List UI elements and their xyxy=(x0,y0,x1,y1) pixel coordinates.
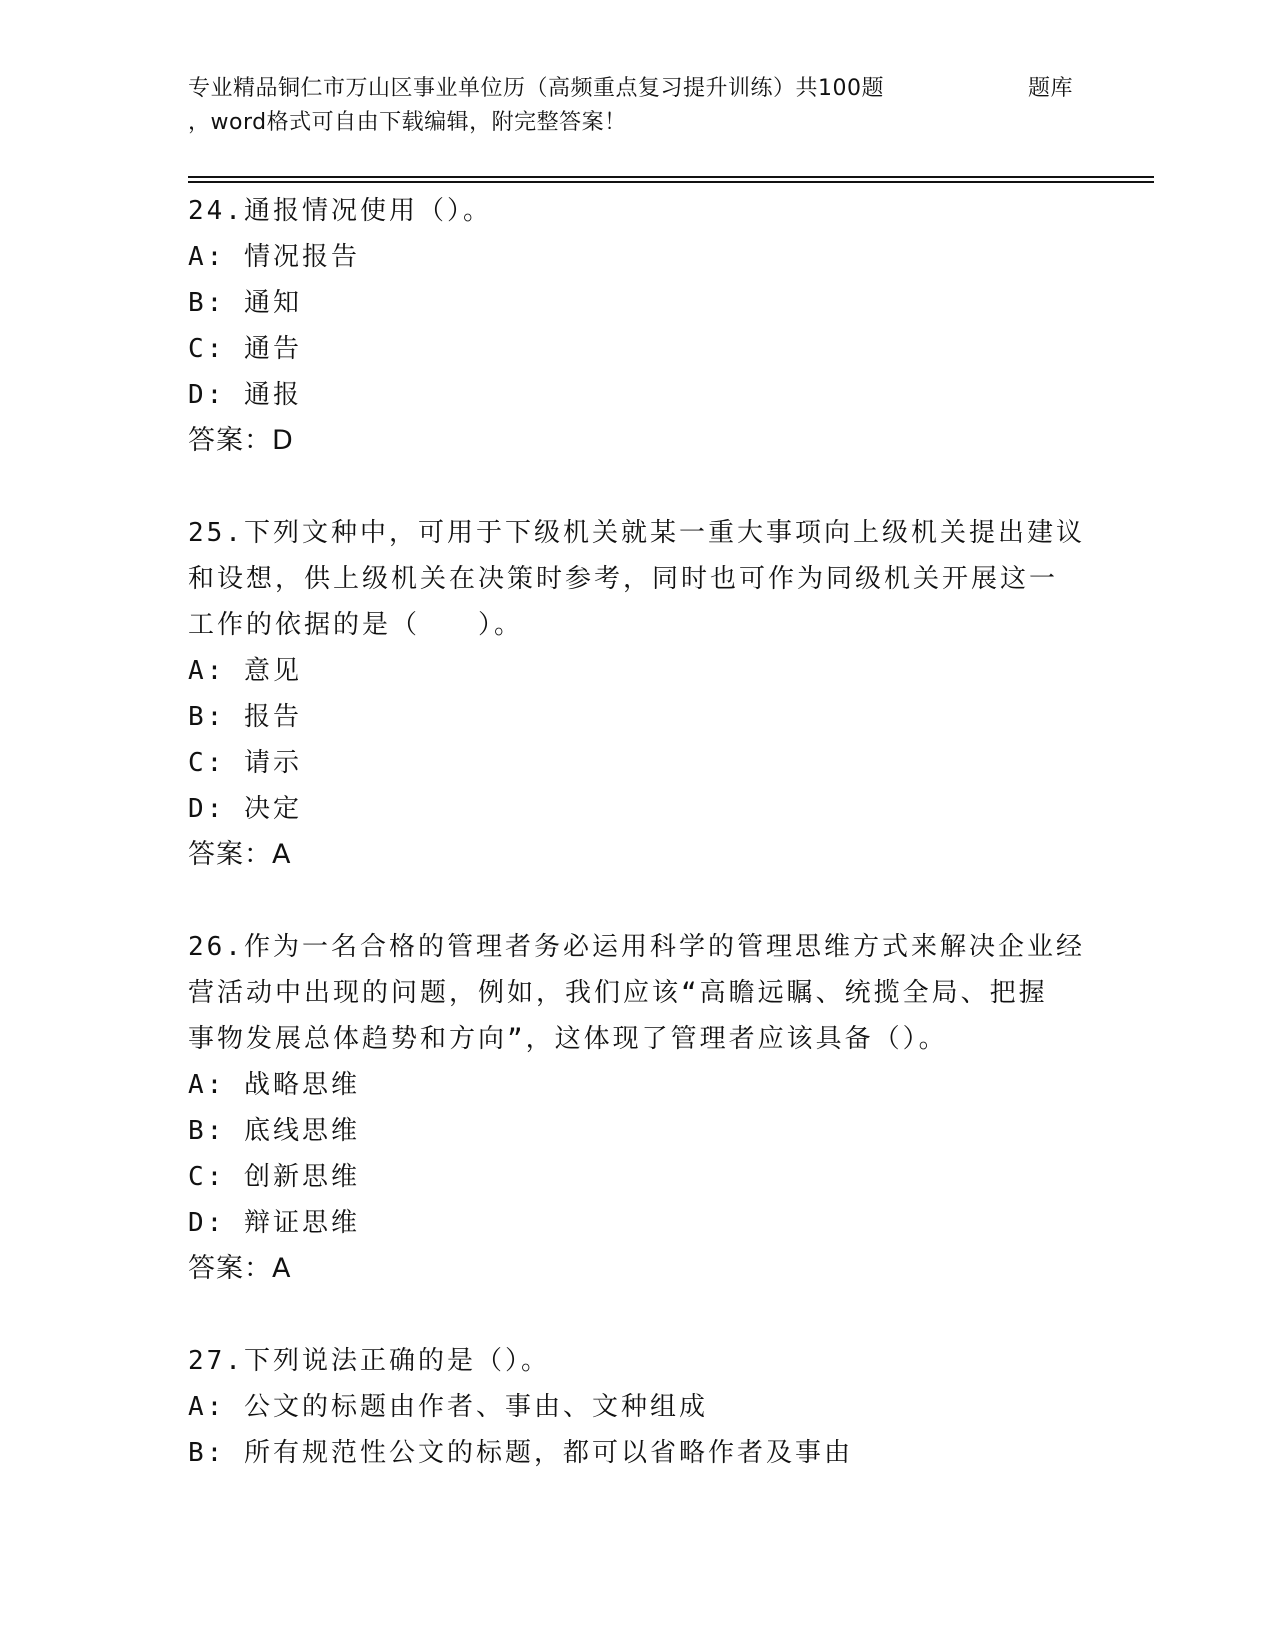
question-stem-line: 营活动中出现的问题，例如，我们应该“高瞻远瞩、统揽全局、把握 xyxy=(188,978,1048,1008)
question-stem-line: 工作的依据的是（ ）。 xyxy=(188,610,524,640)
header-divider-top xyxy=(188,176,1154,178)
option-d: D: 辩证思维 xyxy=(188,1208,360,1238)
question-stem-line: 和设想，供上级机关在决策时参考，同时也可作为同级机关开展这一 xyxy=(188,564,1059,594)
header-right-label: 题库 xyxy=(1027,76,1073,101)
option-c: C: 创新思维 xyxy=(188,1162,360,1192)
answer: 答案：A xyxy=(188,1253,292,1284)
spacer xyxy=(188,878,1088,924)
question-stem-line: 26.作为一名合格的管理者务必运用科学的管理思维方式来解决企业经 xyxy=(188,932,1085,962)
option-a: A: 意见 xyxy=(188,656,302,686)
option-d: D: 决定 xyxy=(188,794,302,824)
option-b: B: 所有规范性公文的标题，都可以省略作者及事由 xyxy=(188,1438,853,1468)
question-24 xyxy=(188,188,1088,464)
spacer xyxy=(188,1292,1088,1338)
header-title: 专业精品铜仁市万山区事业单位历（高频重点复习提升训练）共100题 xyxy=(188,76,884,101)
question-list xyxy=(188,188,1088,1476)
header-divider-bottom xyxy=(188,181,1154,183)
question-stem: 27.下列说法正确的是（）。 xyxy=(188,1346,550,1376)
answer: 答案：D xyxy=(188,425,294,456)
header-subtitle: ，word格式可自由下载编辑，附完整答案！ xyxy=(188,110,627,135)
page-header xyxy=(188,72,1148,140)
option-a: A: 战略思维 xyxy=(188,1070,360,1100)
spacer xyxy=(188,464,1088,510)
option-b: B: 底线思维 xyxy=(188,1116,360,1146)
question-stem-line: 事物发展总体趋势和方向”，这体现了管理者应该具备（）。 xyxy=(188,1024,948,1054)
option-d: D: 通报 xyxy=(188,380,302,410)
question-stem: 24.通报情况使用（）。 xyxy=(188,196,492,226)
option-a: A: 情况报告 xyxy=(188,242,360,272)
option-c: C: 请示 xyxy=(188,748,302,778)
question-stem-line: 25.下列文种中，可用于下级机关就某一重大事项向上级机关提出建议 xyxy=(188,518,1085,548)
answer: 答案：A xyxy=(188,839,292,870)
header-title-row xyxy=(188,72,1073,106)
option-a: A: 公文的标题由作者、事由、文种组成 xyxy=(188,1392,708,1422)
question-27 xyxy=(188,1338,1088,1476)
question-26 xyxy=(188,924,1088,1292)
question-25 xyxy=(188,510,1088,878)
option-b: B: 报告 xyxy=(188,702,302,732)
option-c: C: 通告 xyxy=(188,334,302,364)
option-b: B: 通知 xyxy=(188,288,302,318)
